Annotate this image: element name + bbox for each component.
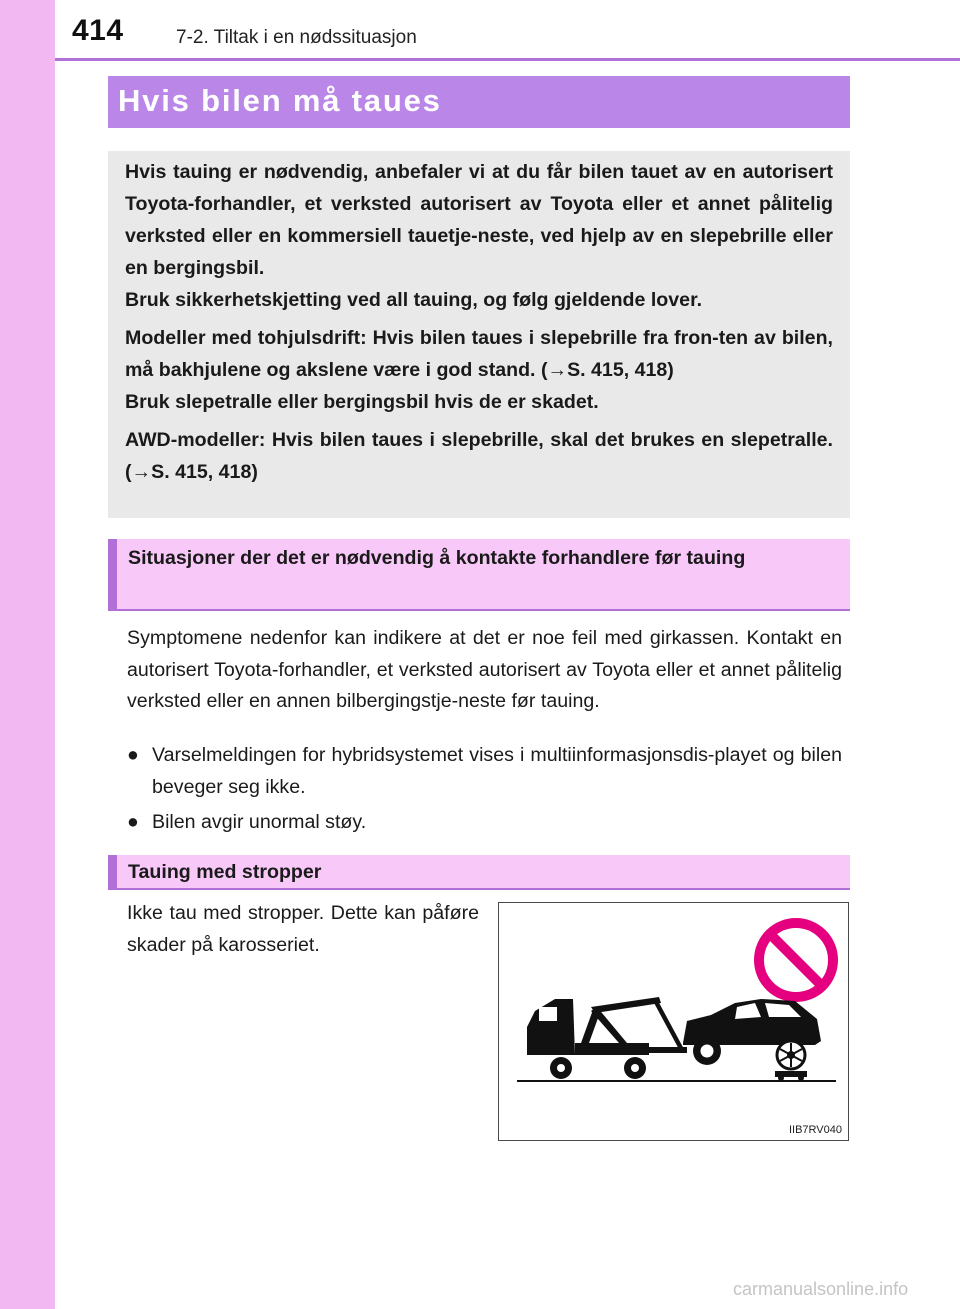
watermark: carmanualsonline.info <box>733 1279 909 1299</box>
section-title-bar <box>108 76 850 128</box>
subheading-strap-towing: Tauing med stropper <box>108 855 850 890</box>
header-divider <box>55 58 960 61</box>
prohibition-icon <box>759 923 833 997</box>
subheading-dealer-contact: Situasjoner der det er nødvendig å kontakte forhandlere før tauing <box>108 539 850 611</box>
intro-paragraph-2: Bruk sikkerhetskjetting ved all tauing, og følg gjeldende lover. <box>125 289 703 311</box>
page-sidebar <box>0 0 55 1309</box>
chapter-title: 7-2. Tiltak i en nødssituasjon <box>176 27 417 48</box>
strap-warning-paragraph: Ikke tau med stropper. Dette kan påføre skader på karosseriet. <box>127 902 479 956</box>
intro-paragraph-3: Modeller med tohjulsdrift: Hvis bilen taues i slepebrille fra fron-ten av bilen, må bakhjulene og akslene være i god stand. (→S. 415, 418) <box>125 327 833 381</box>
intro-paragraph-5: AWD-modeller: Hvis bilen taues i slepebrille, skal det brukes en slepetralle. (→S. 415, 418) <box>125 429 833 483</box>
page-title: Hvis bilen må taues <box>118 83 442 118</box>
figure-code: IIB7RV040 <box>788 1124 842 1136</box>
towed-car-icon <box>683 999 821 1081</box>
bullet-icon: ● <box>127 744 139 766</box>
intro-paragraph-4: Bruk slepetralle eller bergingsbil hvis de er skadet. <box>125 391 599 413</box>
list-item <box>127 807 842 839</box>
tow-truck-illustration <box>499 903 848 1140</box>
tow-truck-icon <box>527 997 687 1079</box>
strap-towing-figure <box>498 902 849 1141</box>
list-item-text: Varselmeldingen for hybridsystemet vises i multiinformasjonsdis-playet og bilen beveger seg ikke. <box>152 744 842 798</box>
intro-paragraph-1: Hvis tauing er nødvendig, anbefaler vi at du får bilen tauet av en autorisert Toyota-forhandler, et verksted autorisert av Toyota eller et annet pålitelig verksted eller en kommersiell tauetje-neste, ved hjelp av en slepebrille eller en bergingsbil. <box>125 161 833 279</box>
symptoms-paragraph: Symptomene nedenfor kan indikere at det er noe feil med girkassen. Kontakt en autorisert Toyota-forhandler, et verksted autorisert av Toyota eller et annet pålitelig verksted eller en annen bilbergingstje-neste før tauing. <box>127 627 842 712</box>
intro-box <box>108 151 850 518</box>
bullet-icon: ● <box>127 811 139 833</box>
list-item <box>127 740 842 803</box>
page-number: 414 <box>72 14 124 47</box>
list-item-text: Bilen avgir unormal støy. <box>152 811 367 833</box>
